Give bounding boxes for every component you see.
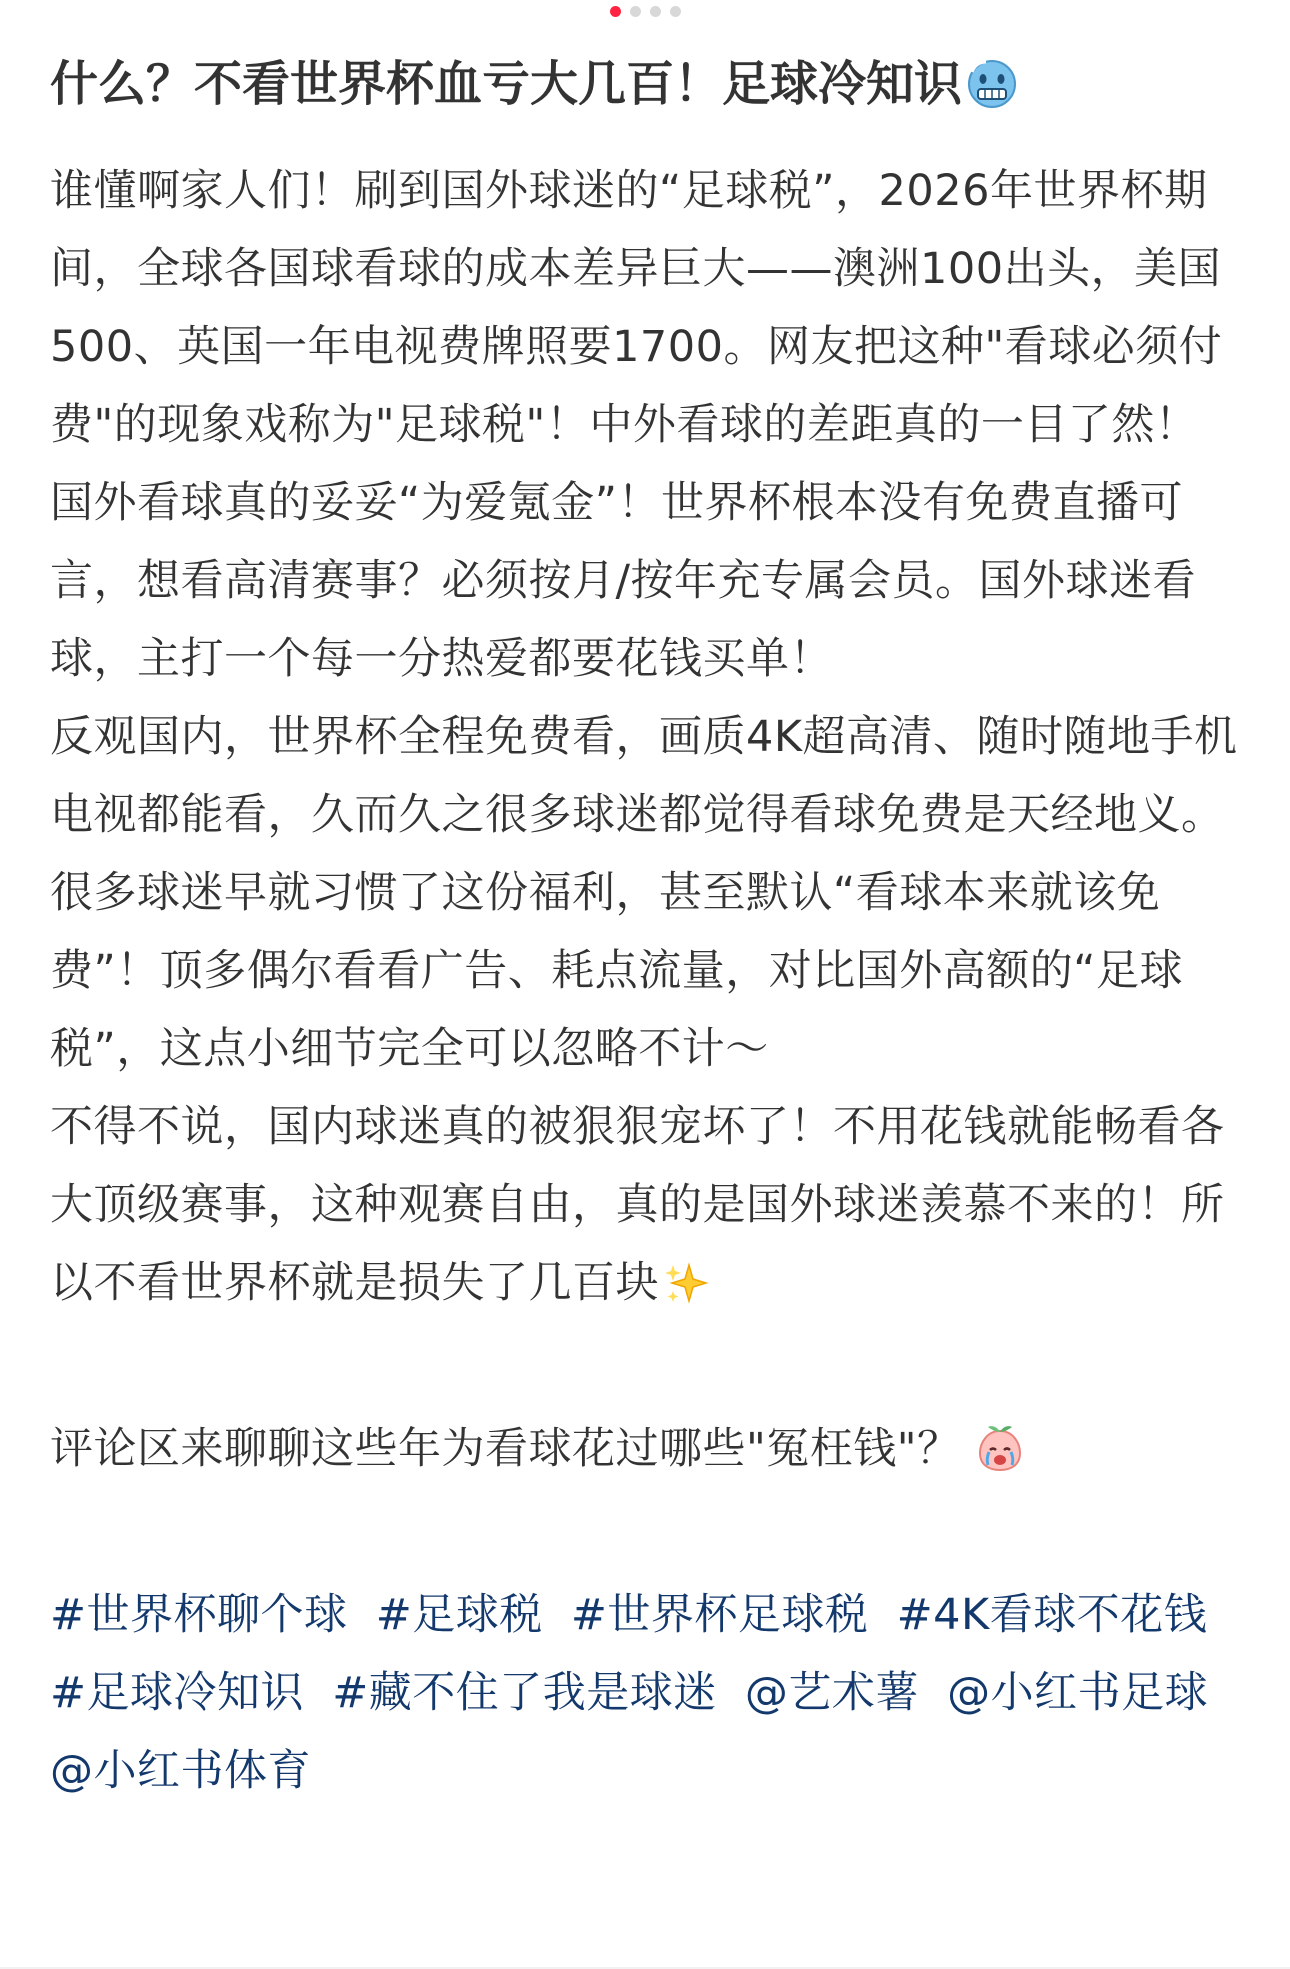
carousel-dot-4[interactable]	[670, 6, 681, 17]
hashtag-football-tax[interactable]: #足球税	[375, 1590, 543, 1640]
carousel-indicator	[0, 0, 1290, 22]
hashtag-world-cup-football-tax[interactable]: #世界杯足球税	[570, 1590, 869, 1640]
hashtag-football-trivia[interactable]: #足球冷知识	[50, 1668, 305, 1718]
post-paragraph-5	[50, 1088, 1246, 1332]
post-question	[50, 1410, 1246, 1498]
post-title	[50, 44, 1246, 134]
mention-xhs-football[interactable]: @小红书足球	[947, 1668, 1209, 1718]
post-paragraph-5-text: 不得不说，国内球迷真的被狠狠宠坏了！不用花钱就能畅看各大顶级赛事，这种观赛自由，真的是国外球迷羡慕不来的！所以不看世界杯就是损失了几百块	[50, 1102, 1225, 1308]
mention-xhs-sports[interactable]: @小红书体育	[50, 1746, 311, 1796]
post-paragraph-3: 反观国内，世界杯全程免费看，画质4K超高清、随时随地手机电视都能看，久而久之很多球迷都觉得看球免费是天经地义。	[50, 712, 1238, 840]
post-paragraph-4: 很多球迷早就习惯了这份福利，甚至默认“看球本来就该免费”！顶多偶尔看看广告、耗点流量，对比国外高额的“足球税”，这点小细节完全可以忽略不计～	[50, 868, 1184, 1074]
mention-art-potato[interactable]: @艺术薯	[744, 1668, 919, 1718]
carousel-dot-3[interactable]	[650, 6, 661, 17]
hashtag-hidden-fan[interactable]: #藏不住了我是球迷	[332, 1668, 717, 1718]
carousel-dot-2[interactable]	[630, 6, 641, 17]
post-title-text: 什么？不看世界杯血亏大几百！足球冷知识	[50, 56, 963, 112]
post-question-text: 评论区来聊聊这些年为看球花过哪些"冤枉钱"？	[50, 1424, 961, 1474]
sparkles-icon	[663, 1254, 709, 1332]
paragraph-spacer-2	[50, 1498, 1246, 1576]
hashtag-list	[50, 1576, 1246, 1810]
post-body	[50, 44, 1246, 1810]
carousel-dot-1[interactable]	[610, 6, 621, 17]
hashtag-world-cup-chat[interactable]: #世界杯聊个球	[50, 1590, 348, 1640]
crying-peach-icon	[975, 1420, 1025, 1498]
cold-face-icon	[966, 54, 1018, 134]
hashtag-4k-free-viewing[interactable]: #4K看球不花钱	[896, 1590, 1208, 1640]
post-paragraph-1: 谁懂啊家人们！刷到国外球迷的“足球税”，2026年世界杯期间，全球各国球看球的成本差异巨大——澳洲100出头，美国500、英国一年电视费牌照要1700。网友把这种"看球必须付费"的现象戏称为"足球税"！中外看球的差距真的一目了然！	[50, 166, 1223, 450]
paragraph-spacer	[50, 1332, 1246, 1410]
post-paragraph-2: 国外看球真的妥妥“为爱氪金”！世界杯根本没有免费直播可言，想看高清赛事？必须按月/按年充专属会员。国外球迷看球，主打一个每一分热爱都要花钱买单！	[50, 478, 1196, 684]
